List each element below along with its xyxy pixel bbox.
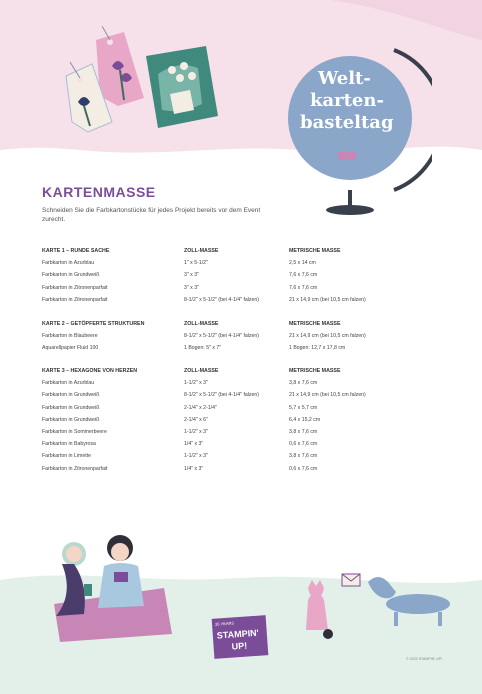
table-section-2 bbox=[42, 321, 452, 358]
logo-line-1: STAMPIN' bbox=[216, 627, 260, 641]
table-row: Farbkarton in Blaubeere 8-1/2" x 5-1/2" (bei 4-1/4" falzen) 21 x 14,9 cm (bei 10,5 cm falzen) bbox=[42, 333, 366, 340]
table-row: Farbkarton in Sommerbeere 1-1/2" x 3" 3,8 x 7,6 cm bbox=[42, 428, 318, 435]
page-title: KARTENMASSE bbox=[42, 184, 156, 200]
logo-line-2: UP! bbox=[231, 640, 248, 652]
card-illustration bbox=[140, 42, 220, 134]
table-row: Farbkarton in Azurblau 1-1/2" x 3" 3,8 x 7,6 cm bbox=[42, 380, 318, 387]
table-row: Farbkarton in Grundweiß 3" x 3" 7,6 x 7,6 cm bbox=[42, 272, 318, 279]
column-header-inch: ZOLL-MASSE bbox=[184, 368, 219, 374]
table-row: Farbkarton in Grundweiß 2-1/4" x 6" 6,4 x 15,2 cm bbox=[42, 416, 321, 423]
logo-years: 35 YEARS bbox=[214, 620, 235, 627]
section-header bbox=[42, 368, 452, 380]
table-section-1 bbox=[42, 248, 452, 309]
cat-dog-illustration bbox=[298, 560, 463, 642]
section-title: KARTE 1 – RUNDE SACHE bbox=[42, 248, 110, 254]
copyright-text: © 2023 STAMPIN' UP! bbox=[406, 657, 443, 661]
column-header-metric: METRISCHE MASSE bbox=[289, 321, 341, 327]
table-row: Farbkarton in Zitronenparfait 3" x 3" 7,6 x 7,6 cm bbox=[42, 284, 318, 291]
section-title: KARTE 2 – GETÖPFERTE STRUKTUREN bbox=[42, 321, 145, 327]
section-title: KARTE 3 – HEXAGONE VON HERZEN bbox=[42, 368, 138, 374]
section-header bbox=[42, 248, 452, 260]
table-row: Farbkarton in Limette 1-1/2" x 3" 3,8 x 7,6 cm bbox=[42, 453, 318, 460]
column-header-inch: ZOLL-MASSE bbox=[184, 321, 219, 327]
table-row: Farbkarton in Grundweiß 8-1/2" x 5-1/2" (bei 4-1/4" falzen) 21 x 14,9 cm (bei 10,5 cm falzen) bbox=[42, 392, 366, 399]
column-header-inch: ZOLL-MASSE bbox=[184, 248, 219, 254]
table-row: Farbkarton in Babyrosa 1/4" x 3" 0,6 x 7,6 cm bbox=[42, 441, 318, 448]
table-row: Farbkarton in Zitronenparfait 8-1/2" x 5-1/2" (bei 4-1/4" falzen) 21 x 14,9 cm (bei 10,5 cm falzen) bbox=[42, 296, 366, 303]
column-header-metric: METRISCHE MASSE bbox=[289, 368, 341, 374]
table-row: Aquarellpapier Fluid 100 1 Bogen: 5" x 7" 1 Bogen: 12,7 x 17,8 cm bbox=[42, 345, 346, 352]
intro-text: Schneiden Sie die Farbkartonstücke für jedes Projekt bereits vor dem Event zurecht. bbox=[42, 207, 261, 223]
table-row: Farbkarton in Zitronenparfait 1/4" x 3" 0,6 x 7,6 cm bbox=[42, 465, 318, 472]
globe-title-line-1: Welt- bbox=[318, 68, 371, 89]
table-section-3 bbox=[42, 368, 452, 478]
globe-title-line-2: karten- bbox=[310, 90, 384, 111]
gift-tags-illustration bbox=[62, 26, 152, 141]
section-header bbox=[42, 321, 452, 333]
picnic-illustration bbox=[44, 524, 174, 644]
table-row: Farbkarton in Grundweiß 2-1/4" x 2-1/4" 5,7 x 5,7 cm bbox=[42, 404, 318, 411]
column-header-metric: METRISCHE MASSE bbox=[289, 248, 341, 254]
globe-title-line-3: basteltag bbox=[300, 112, 394, 133]
stampin-up-logo bbox=[212, 615, 269, 659]
table-row: Farbkarton in Azurblau 1" x 5-1/2" 2,5 x 14 cm bbox=[42, 260, 316, 267]
